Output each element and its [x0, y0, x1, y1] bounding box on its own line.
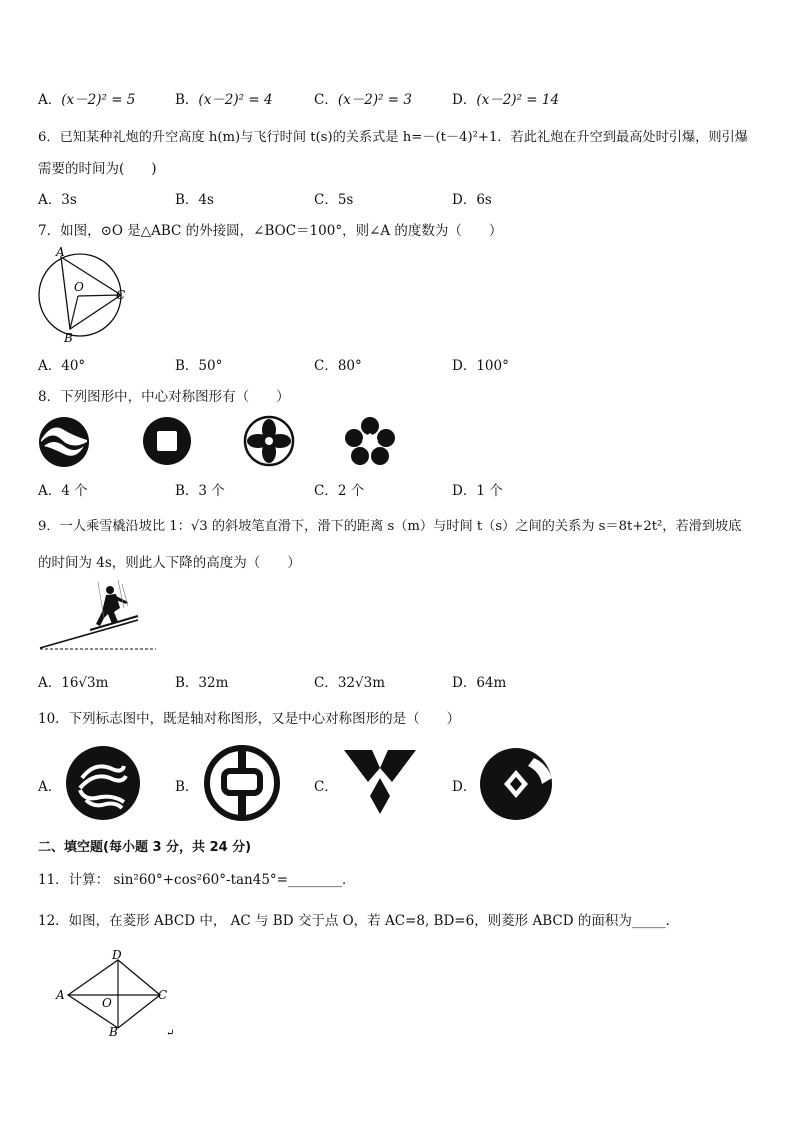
q8-option-c: C．2 个 — [314, 483, 365, 499]
q6-stem-line2: 需要的时间为( ) — [38, 161, 157, 177]
q7-stem: 7．如图，⊙O 是△ABC 的外接圆，∠BOC＝100°，则∠A 的度数为（ ） — [38, 223, 503, 239]
q7-circle-figure — [34, 244, 134, 344]
q12-rhombus-figure — [54, 946, 184, 1038]
q8-stem: 8．下列图形中，中心对称图形有（ ） — [38, 389, 290, 405]
q10-option-b: B． — [175, 779, 199, 795]
q12-label-a: A — [56, 988, 65, 1002]
q6-option-c: C．5s — [314, 192, 354, 208]
q9-stem-line2: 的时间为 4s，则此人下降的高度为（ ） — [38, 555, 301, 571]
q7-label-a: A — [56, 245, 65, 259]
q7-label-b: B — [64, 331, 73, 344]
q9-stem-line1: 9．一人乘雪橇沿坡比 1：√3 的斜坡笔直滑下，滑下的距离 s（m）与时间 t（s）之间的关系为 s＝8t+2t²，若滑到坡底 — [38, 519, 742, 534]
q12-label-d: D — [112, 948, 122, 962]
q10-logo-triangles — [342, 748, 418, 816]
q6-option-b: B．4s — [175, 192, 214, 208]
q5-option-d: D．(x－2)² = 14 — [452, 92, 560, 108]
q12-text: 12．如图，在菱形 ABCD 中， AC 与 BD 交于点 O，若 AC=8, BD=6，则菱形 ABCD 的面积为_____． — [38, 913, 680, 929]
q7-option-c: C．80° — [314, 358, 362, 374]
q6-option-a: A．3s — [38, 192, 77, 208]
q9-option-a: A．16√3m — [38, 675, 109, 691]
q7-option-d: D．100° — [452, 358, 509, 374]
q7-triangle-abc — [61, 257, 121, 329]
q10-option-c: C． — [314, 779, 338, 795]
q7-option-b: B．50° — [175, 358, 223, 374]
q10-logo-construction-bank — [478, 744, 556, 822]
q10-option-d: D． — [452, 779, 477, 795]
q5-option-a: A．(x－2)² = 5 — [38, 92, 136, 108]
q8-option-a: A．4 个 — [38, 483, 88, 499]
q8-option-d: D．1 个 — [452, 483, 503, 499]
q7-label-c: C — [116, 288, 126, 302]
q12-label-o: O — [102, 996, 112, 1010]
q9-option-c: C．32√3m — [314, 675, 386, 691]
q8-figure-pentagon-flower — [344, 416, 396, 466]
q5-option-b: B．(x－2)² = 4 — [175, 92, 273, 108]
q8-figure-square-coin — [142, 416, 192, 466]
q8-figure-wave-circle — [38, 416, 90, 468]
q10-option-a: A． — [38, 779, 62, 795]
q6-stem-line1: 6．已知某种礼炮的升空高度 h(m)与飞行时间 t(s)的关系式是 h=－(t－4)²+1．若此礼炮在升空到最高处时引爆，则引爆 — [38, 130, 748, 145]
q9-option-b: B．32m — [175, 675, 229, 691]
q11-text: 11．计算： sin²60°+cos²60°-tan45°=________． — [38, 872, 356, 888]
q12-label-b: B — [109, 1025, 118, 1038]
q8-option-b: B．3 个 — [175, 483, 225, 499]
q7-segment-oc — [78, 295, 121, 296]
q9-sled-slope-figure — [38, 578, 158, 654]
q7-option-a: A．40° — [38, 358, 86, 374]
q10-logo-china-mobile — [64, 744, 142, 822]
q12-label-c: C — [158, 988, 168, 1002]
section2-title: 二、填空题(每小题 3 分，共 24 分) — [38, 840, 252, 855]
q10-logo-bank-of-china — [204, 744, 280, 822]
q12-return-mark: ↵ — [166, 1028, 175, 1038]
q7-label-o: O — [74, 280, 84, 294]
q10-stem: 10．下列标志图中，既是轴对称图形，又是中心对称图形的是（ ） — [38, 711, 461, 727]
q6-option-d: D．6s — [452, 192, 492, 208]
q8-figure-four-petals — [243, 415, 295, 467]
q5-option-c: C．(x－2)² = 3 — [314, 92, 412, 108]
q12-rhombus-abcd — [68, 960, 160, 1028]
q9-option-d: D．64m — [452, 675, 507, 691]
